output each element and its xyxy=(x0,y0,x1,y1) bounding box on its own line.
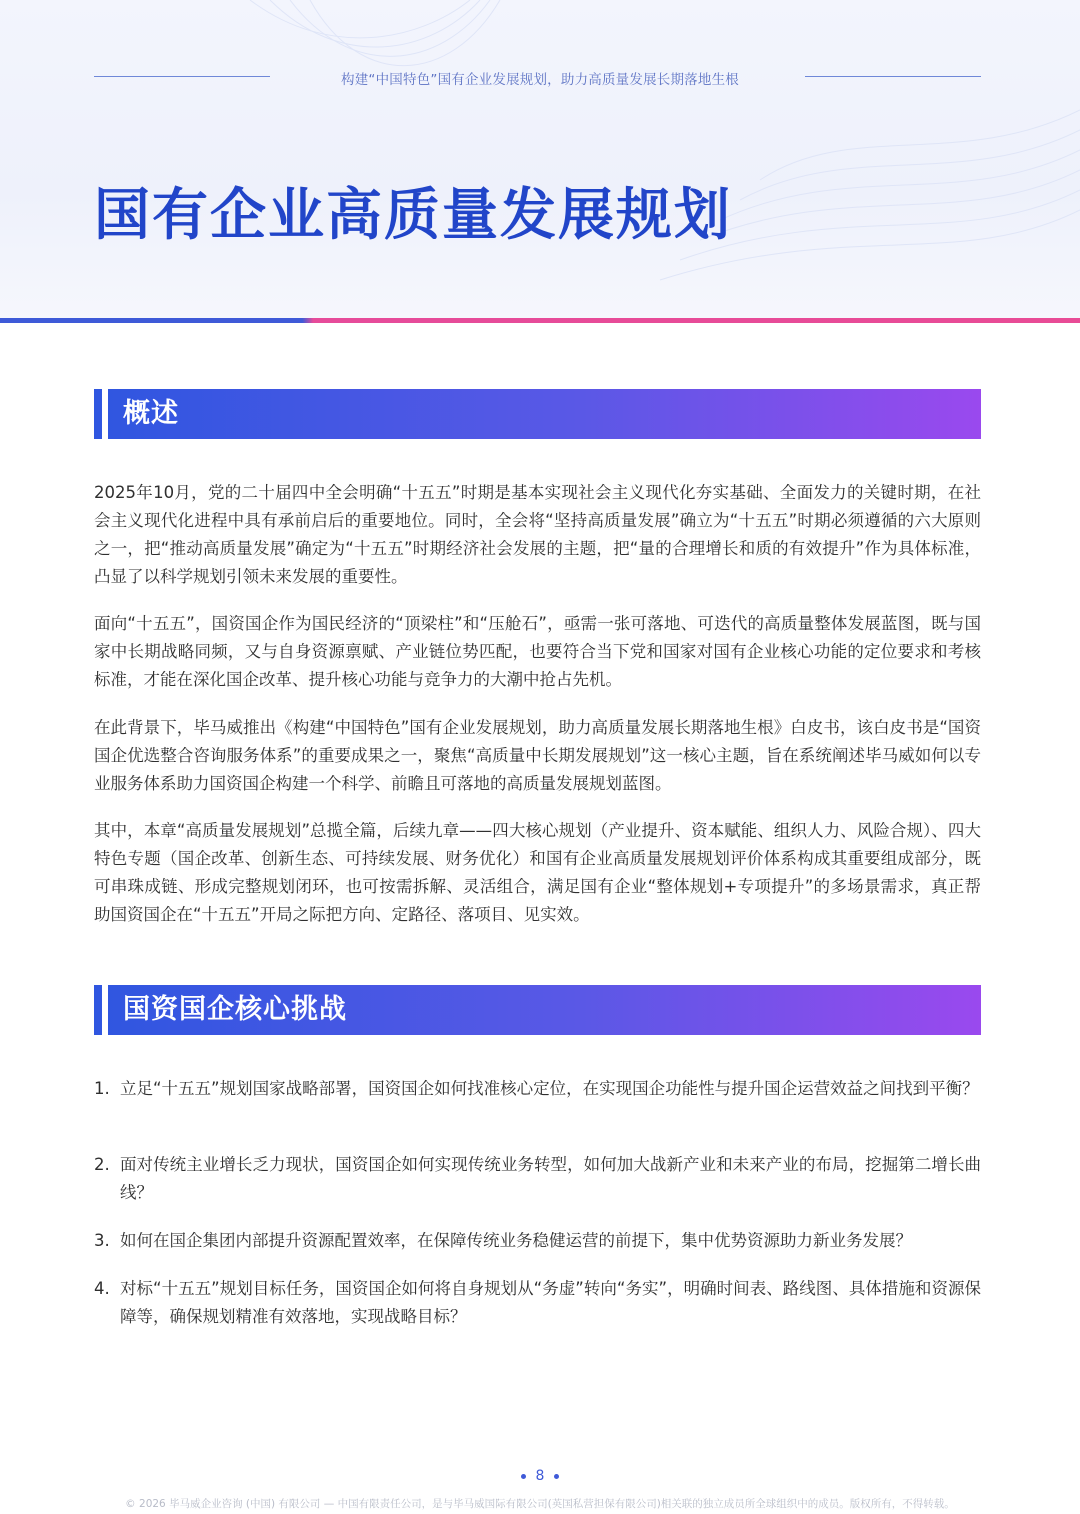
section-heading-challenges xyxy=(94,985,981,1035)
decorative-waves xyxy=(0,0,1080,322)
section-heading-overview xyxy=(94,389,981,439)
list-item xyxy=(94,1275,981,1331)
copyright-footer: © 2026 毕马威企业咨询 (中国) 有限公司 — 中国有限责任公司，是与毕马威国际有限公司(英国私营担保有限公司)相关联的独立成员所全球组织中的成员。版权所有，不得转载。 xyxy=(125,1498,955,1510)
paragraph: 面向“十五五”，国资国企作为国民经济的“顶梁柱”和“压舱石”，亟需一张可落地、可迭代的高质量整体发展蓝图，既与国家中长期战略同频，又与自身资源禀赋、产业链位势匹配，也要符合当下党和国家对国有企业核心功能的定位要求和考核标准，才能在深化国企改革、提升核心功能与竞争力的大潮中抢占先机。 xyxy=(94,614,981,689)
paragraph: 2025年10月，党的二十届四中全会明确“十五五”时期是基本实现社会主义现代化夯实基础、全面发力的关键时期，在社会主义现代化进程中具有承前启后的重要地位。同时，全会将“坚持高质量发展”确立为“十五五”时期必须遵循的六大原则之一，把“推动高质量发展”确定为“十五五”时期经济社会发展的主题，把“量的合理增长和质的有效提升”作为具体标准，凸显了以科学规划引领未来发展的重要性。 xyxy=(94,483,981,586)
list-item-number: 4. xyxy=(94,1279,110,1298)
paragraph: 其中，本章“高质量发展规划”总揽全篇，后续九章——四大核心规划（产业提升、资本赋能、组织人力、风险合规）、四大特色专题（国企改革、创新生态、可持续发展、财务优化）和国有企业高质量发展规划评价体系构成其重要组成部分，既可串珠成链、形成完整规划闭环，也可按需拆解、灵活组合，满足国有企业“整体规划+专项提升”的多场景需求，真正帮助国资国企在“十五五”开局之际把方向、定路径、落项目、见实效。 xyxy=(94,821,981,924)
pager-dot-icon xyxy=(554,1474,559,1479)
list-item-text: 对标“十五五”规划目标任务，国资国企如何将自身规划从“务虚”转向“务实”，明确时间表、路线图、具体措施和资源保障等，确保规划精准有效落地，实现战略目标？ xyxy=(120,1279,981,1326)
page-number: 8 xyxy=(535,1468,545,1484)
page-title: 国有企业高质量发展规划 xyxy=(94,183,732,248)
paragraph: 在此背景下，毕马威推出《构建“中国特色”国有企业发展规划，助力高质量发展长期落地生根》白皮书，该白皮书是“国资国企优选整合咨询服务体系”的重要成果之一，聚焦“高质量中长期发展规划”这一核心主题，旨在系统阐述毕马威如何以专业服务体系助力国资国企构建一个科学、前瞻且可落地的高质量发展规划蓝图。 xyxy=(94,718,981,793)
running-header: 构建“中国特色”国有企业发展规划，助力高质量发展长期落地生根 xyxy=(341,72,739,88)
page-indicator xyxy=(0,1468,1080,1484)
section-heading-label: 概述 xyxy=(123,398,179,429)
header-background xyxy=(0,0,1080,322)
list-item xyxy=(94,1227,981,1255)
pager-dot-icon xyxy=(521,1474,526,1479)
list-item-text: 如何在国企集团内部提升资源配置效率，在保障传统业务稳健运营的前提下，集中优势资源助力新业务发展？ xyxy=(120,1231,912,1250)
list-item-number: 2. xyxy=(94,1155,110,1174)
section-accent-bar xyxy=(102,985,108,1035)
header-rule-left xyxy=(94,76,270,77)
list-item xyxy=(94,1151,981,1207)
section-heading-label: 国资国企核心挑战 xyxy=(123,994,347,1025)
list-item xyxy=(94,1075,981,1103)
list-item-number: 3. xyxy=(94,1231,110,1250)
list-item-text: 面对传统主业增长乏力现状，国资国企如何实现传统业务转型，如何加大战新产业和未来产业的布局，挖掘第二增长曲线？ xyxy=(120,1155,981,1202)
section-accent-bar xyxy=(102,389,108,439)
list-item-number: 1. xyxy=(94,1079,110,1098)
header-divider xyxy=(0,318,1080,323)
header-rule-right xyxy=(805,76,981,77)
list-item-text: 立足“十五五”规划国家战略部署，国资国企如何找准核心定位，在实现国企功能性与提升国企运营效益之间找到平衡？ xyxy=(120,1079,979,1098)
